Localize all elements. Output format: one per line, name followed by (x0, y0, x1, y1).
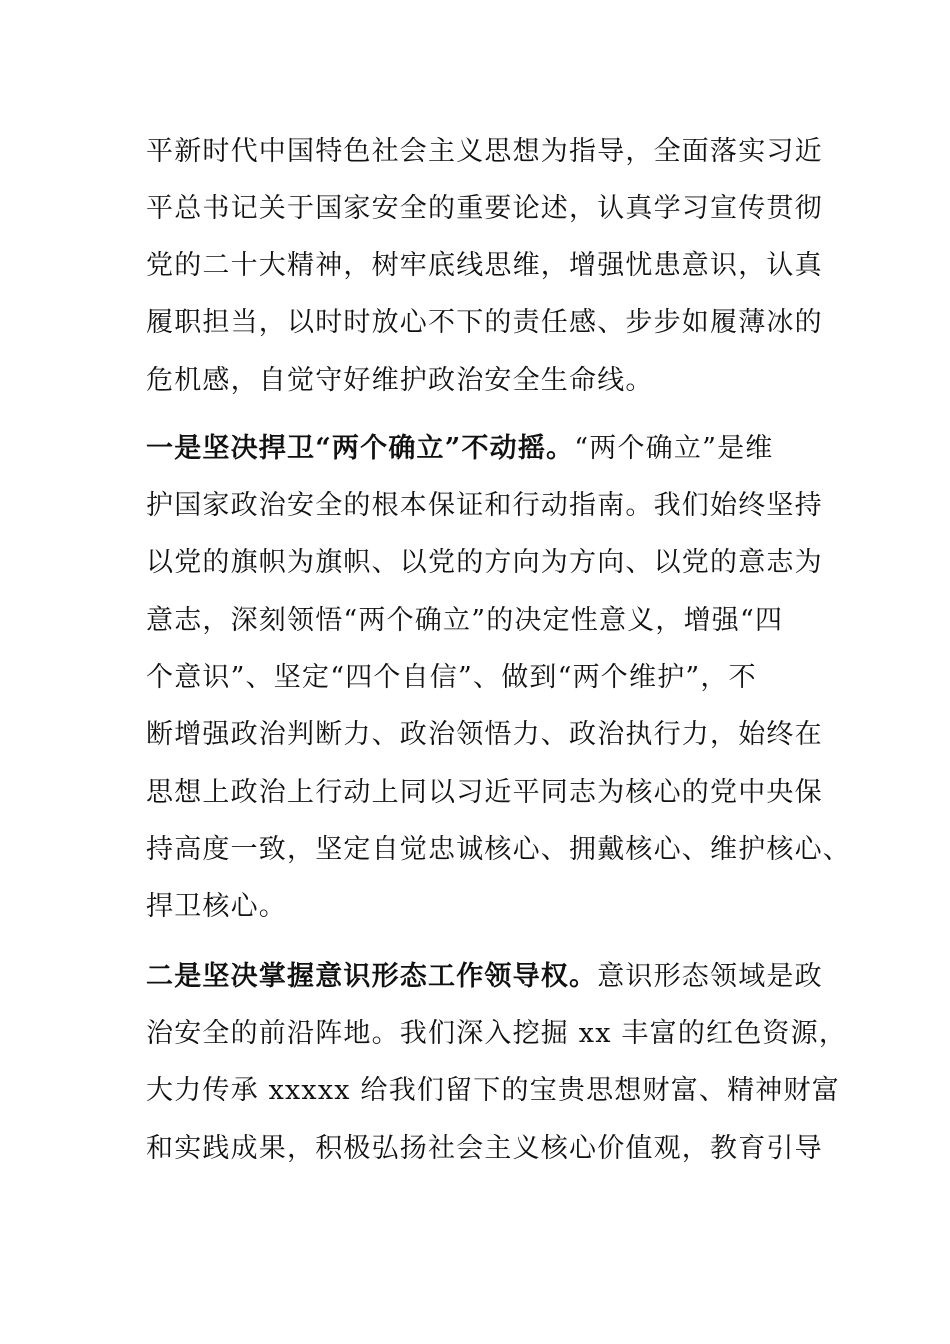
section2-line-4: 和实践成果，积极弘扬社会主义核心价值观，教育引导 (146, 1133, 823, 1164)
section1-line-2: 护国家政治安全的根本保证和行动指南。我们始终坚持 (146, 490, 823, 521)
section2-line-3: 大力传承 xxxxx 给我们留下的宝贵思想财富、精神财富 (146, 1075, 840, 1106)
section1-line-1: “两个确立”是维 (574, 433, 774, 464)
intro-line-3: 党的二十大精神，树牢底线思维，增强忧患意识，认真 (146, 250, 823, 281)
section1-line-3: 以党的旗帜为旗帜、以党的方向为方向、以党的意志为 (146, 547, 823, 578)
section1-line-4: 意志，深刻领悟“两个确立”的决定性意义，增强“四 (146, 605, 784, 636)
section1-first-line (146, 432, 773, 466)
intro-line-4: 履职担当，以时时放心不下的责任感、步步如履薄冰的 (146, 307, 823, 338)
section1-line-7: 思想上政治上行动上同以习近平同志为核心的党中央保 (146, 777, 823, 808)
section1-line-8: 持高度一致，坚定自觉忠诚核心、拥戴核心、维护核心、 (146, 834, 851, 865)
section1-line-9: 捍卫核心。 (146, 891, 287, 922)
section1-line-5: 个意识”、坚定“四个自信”、做到“两个维护”，不 (146, 662, 757, 693)
section2-heading: 二是坚决掌握意识形态工作领导权。 (146, 961, 598, 992)
intro-line-5: 危机感，自觉守好维护政治安全生命线。 (146, 365, 654, 396)
section1-heading: 一是坚决捍卫“两个确立”不动摇。 (146, 433, 575, 464)
section1-line-6: 断增强政治判断力、政治领悟力、政治执行力，始终在 (146, 719, 823, 750)
section2-line-2: 治安全的前沿阵地。我们深入挖掘 xx 丰富的红色资源， (146, 1018, 848, 1049)
section2-line-1: 意识形态领域是政 (597, 961, 823, 992)
intro-line-1: 平新时代中国特色社会主义思想为指导，全面落实习近 (146, 136, 823, 167)
intro-line-2: 平总书记关于国家安全的重要论述，认真学习宣传贯彻 (146, 193, 823, 224)
section2-first-line (146, 960, 823, 994)
